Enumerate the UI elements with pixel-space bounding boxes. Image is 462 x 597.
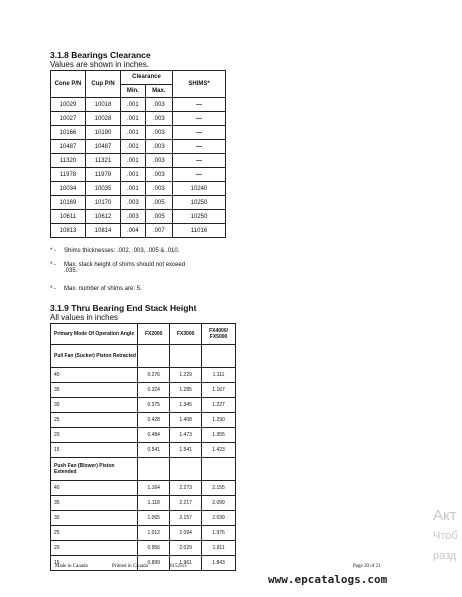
cell-cone-pn: 10487: [51, 140, 86, 154]
cell-max-clearance: .003: [145, 140, 172, 154]
cell-fx4000-fx5000: 1.290: [202, 413, 236, 428]
cell-shims: —: [173, 154, 226, 168]
cell-angle: 20: [51, 428, 138, 443]
cell-fx3000: 2.217: [170, 496, 202, 511]
table-row: [51, 182, 226, 196]
cell-fx2000: 0.428: [138, 413, 170, 428]
cell-angle: 15: [51, 443, 138, 458]
section-subtitle-values: All values in inches: [50, 313, 119, 322]
cell-fx2000: 0.484: [138, 428, 170, 443]
cell-max-clearance: .003: [145, 126, 172, 140]
footer-printed-in: Printed in Canada: [112, 564, 148, 569]
header-shims: SHIMS*: [173, 71, 226, 98]
footer-doc-code: 01525r3: [170, 564, 187, 569]
cell-shims: 10250: [173, 196, 226, 210]
footer-page-number: Page 20 of 21: [353, 564, 381, 569]
activation-overlay-line1: Акт: [433, 507, 457, 524]
section-title-end-stack-height: 3.1.9 Thru Bearing End Stack Height: [50, 303, 197, 313]
cell-min-clearance: .003: [121, 210, 146, 224]
header-min: Min.: [121, 84, 146, 98]
cell-fx2000: 1.012: [138, 526, 170, 541]
table-row: [51, 413, 236, 428]
cell-min-clearance: .001: [121, 98, 146, 112]
watermark-url: www.epcatalogs.com: [268, 573, 388, 586]
table-row: [51, 368, 236, 383]
cell-fx3000: 2.157: [170, 511, 202, 526]
cell-cone-pn: 10166: [51, 126, 86, 140]
group-row: [51, 345, 236, 368]
cell-fx4000-fx5000: 1.843: [202, 556, 236, 571]
cell-fx2000: 0.276: [138, 368, 170, 383]
empty-cell: [138, 345, 170, 368]
cell-fx3000: 1.229: [170, 368, 202, 383]
table-row: [51, 224, 226, 238]
cell-shims: —: [173, 168, 226, 182]
activation-overlay-line2: Чтоб: [433, 530, 458, 542]
note-marker: * -: [50, 262, 56, 268]
cell-angle: 25: [51, 413, 138, 428]
cell-min-clearance: .003: [121, 196, 146, 210]
cell-cup-pn: 10612: [86, 210, 121, 224]
cell-cone-pn: 10027: [51, 112, 86, 126]
cell-cone-pn: 10029: [51, 98, 86, 112]
cell-fx4000-fx5000: 2.155: [202, 481, 236, 496]
cell-shims: —: [173, 98, 226, 112]
cell-cone-pn: 11978: [51, 168, 86, 182]
cell-cup-pn: 10035: [86, 182, 121, 196]
note-item: [50, 248, 179, 254]
empty-cell: [202, 458, 236, 481]
cell-cup-pn: 11321: [86, 154, 121, 168]
cell-angle: 15: [51, 556, 138, 571]
cell-angle: 40: [51, 368, 138, 383]
cell-angle: 20: [51, 541, 138, 556]
cell-fx4000-fx5000: 1.423: [202, 443, 236, 458]
note-text: Max. stack height of shims should not exceed: [64, 262, 186, 268]
cell-angle: 35: [51, 383, 138, 398]
cell-shims: —: [173, 140, 226, 154]
cell-fx4000-fx5000: 1.111: [202, 368, 236, 383]
cell-fx3000: 2.273: [170, 481, 202, 496]
cell-cone-pn: 10611: [51, 210, 86, 224]
table-row: [51, 481, 236, 496]
header-fx2000: FX2000: [138, 324, 170, 345]
cell-shims: 10240: [173, 182, 226, 196]
table-row: [51, 112, 226, 126]
cell-fx4000-fx5000: 1.227: [202, 398, 236, 413]
table-row: [51, 443, 236, 458]
bearings-clearance-rows: [51, 98, 226, 238]
note-marker: * -: [50, 248, 56, 254]
cell-min-clearance: .001: [121, 112, 146, 126]
cell-min-clearance: .001: [121, 154, 146, 168]
cell-angle: 25: [51, 526, 138, 541]
cell-cone-pn: 10169: [51, 196, 86, 210]
table-row: [51, 168, 226, 182]
cell-cup-pn: 10018: [86, 98, 121, 112]
cell-max-clearance: .005: [145, 210, 172, 224]
cell-fx2000: 0.899: [138, 556, 170, 571]
table-row: [51, 496, 236, 511]
header-clearance: Clearance: [121, 71, 173, 85]
table-row: [51, 383, 236, 398]
section-title-bearings-clearance: 3.1.8 Bearings Clearance: [50, 50, 151, 60]
table-row: [51, 541, 236, 556]
group-row: [51, 458, 236, 481]
cell-cup-pn: 10028: [86, 112, 121, 126]
note-item: [50, 286, 142, 292]
cell-cup-pn: 10190: [86, 126, 121, 140]
cell-fx2000: 1.164: [138, 481, 170, 496]
note-text: Max. number of shims are: 5.: [64, 286, 142, 292]
cell-fx4000-fx5000: 1.355: [202, 428, 236, 443]
cell-cup-pn: 11979: [86, 168, 121, 182]
cell-fx3000: 1.408: [170, 413, 202, 428]
cell-fx3000: 1.541: [170, 443, 202, 458]
cell-max-clearance: .007: [145, 224, 172, 238]
table-row: [51, 140, 226, 154]
table-row: [51, 511, 236, 526]
cell-max-clearance: .003: [145, 154, 172, 168]
cell-fx2000: 1.118: [138, 496, 170, 511]
cell-min-clearance: .001: [121, 168, 146, 182]
cell-angle: 40: [51, 481, 138, 496]
empty-cell: [170, 345, 202, 368]
cell-cup-pn: 10814: [86, 224, 121, 238]
cell-min-clearance: .001: [121, 126, 146, 140]
cell-fx4000-fx5000: 1.976: [202, 526, 236, 541]
note-text: Shims thicknesses: .002, .003, .005 & .010.: [64, 248, 180, 254]
cell-fx3000: 1.961: [170, 556, 202, 571]
cell-fx3000: 2.029: [170, 541, 202, 556]
group-label: Push Fan (Blower) Piston Extended: [51, 458, 138, 481]
cell-fx4000-fx5000: 1.167: [202, 383, 236, 398]
end-stack-height-rows: [51, 345, 236, 571]
note-item: [50, 262, 185, 274]
header-fx3000: FX3000: [170, 324, 202, 345]
table-row: [51, 398, 236, 413]
header-max: Max.: [145, 84, 172, 98]
cell-min-clearance: .004: [121, 224, 146, 238]
table-row: [51, 126, 226, 140]
cell-fx2000: 0.375: [138, 398, 170, 413]
cell-cup-pn: 10487: [86, 140, 121, 154]
empty-cell: [170, 458, 202, 481]
cell-angle: 35: [51, 496, 138, 511]
cell-max-clearance: .003: [145, 168, 172, 182]
empty-cell: [202, 345, 236, 368]
activation-overlay-line3: разд: [433, 550, 457, 562]
cell-fx4000-fx5000: 1.911: [202, 541, 236, 556]
note-continuation: .035.: [64, 268, 78, 274]
table-row: [51, 98, 226, 112]
table-row: [51, 428, 236, 443]
table-row: [51, 154, 226, 168]
table-row: [51, 210, 226, 224]
cell-fx4000-fx5000: 2.099: [202, 496, 236, 511]
cell-max-clearance: .003: [145, 112, 172, 126]
group-label: Pull Fan (Sucker) Piston Retracted: [51, 345, 138, 368]
cell-fx2000: 0.956: [138, 541, 170, 556]
cell-fx3000: 1.473: [170, 428, 202, 443]
cell-fx2000: 1.065: [138, 511, 170, 526]
cell-angle: 30: [51, 398, 138, 413]
cell-fx3000: 2.094: [170, 526, 202, 541]
table-row: [51, 526, 236, 541]
cell-min-clearance: .001: [121, 182, 146, 196]
header-fx4000-fx5000: FX4000/ FX5000: [202, 324, 236, 345]
cell-fx2000: 0.541: [138, 443, 170, 458]
cell-fx3000: 1.285: [170, 383, 202, 398]
cell-angle: 30: [51, 511, 138, 526]
header-cup-pn: Cup P/N: [86, 71, 121, 98]
cell-cone-pn: 10034: [51, 182, 86, 196]
bearings-clearance-table: [50, 70, 226, 238]
cell-max-clearance: .003: [145, 182, 172, 196]
cell-shims: 11016: [173, 224, 226, 238]
note-marker: * -: [50, 286, 56, 292]
section-subtitle-units: Values are shown in inches.: [50, 60, 150, 69]
header-operation-angle: Primary Mode Of Operation Angle: [51, 324, 138, 345]
cell-max-clearance: .003: [145, 98, 172, 112]
cell-cup-pn: 10170: [86, 196, 121, 210]
cell-fx3000: 1.345: [170, 398, 202, 413]
cell-shims: —: [173, 126, 226, 140]
table-row: [51, 196, 226, 210]
cell-fx2000: 0.324: [138, 383, 170, 398]
cell-shims: —: [173, 112, 226, 126]
cell-max-clearance: .005: [145, 196, 172, 210]
empty-cell: [138, 458, 170, 481]
cell-min-clearance: .001: [121, 140, 146, 154]
cell-cone-pn: 11320: [51, 154, 86, 168]
footer-made-in: Made in Canada: [55, 564, 88, 569]
cell-cone-pn: 10813: [51, 224, 86, 238]
cell-fx4000-fx5000: 2.039: [202, 511, 236, 526]
end-stack-height-table: [50, 323, 236, 571]
header-cone-pn: Cone P/N: [51, 71, 86, 98]
cell-shims: 10250: [173, 210, 226, 224]
